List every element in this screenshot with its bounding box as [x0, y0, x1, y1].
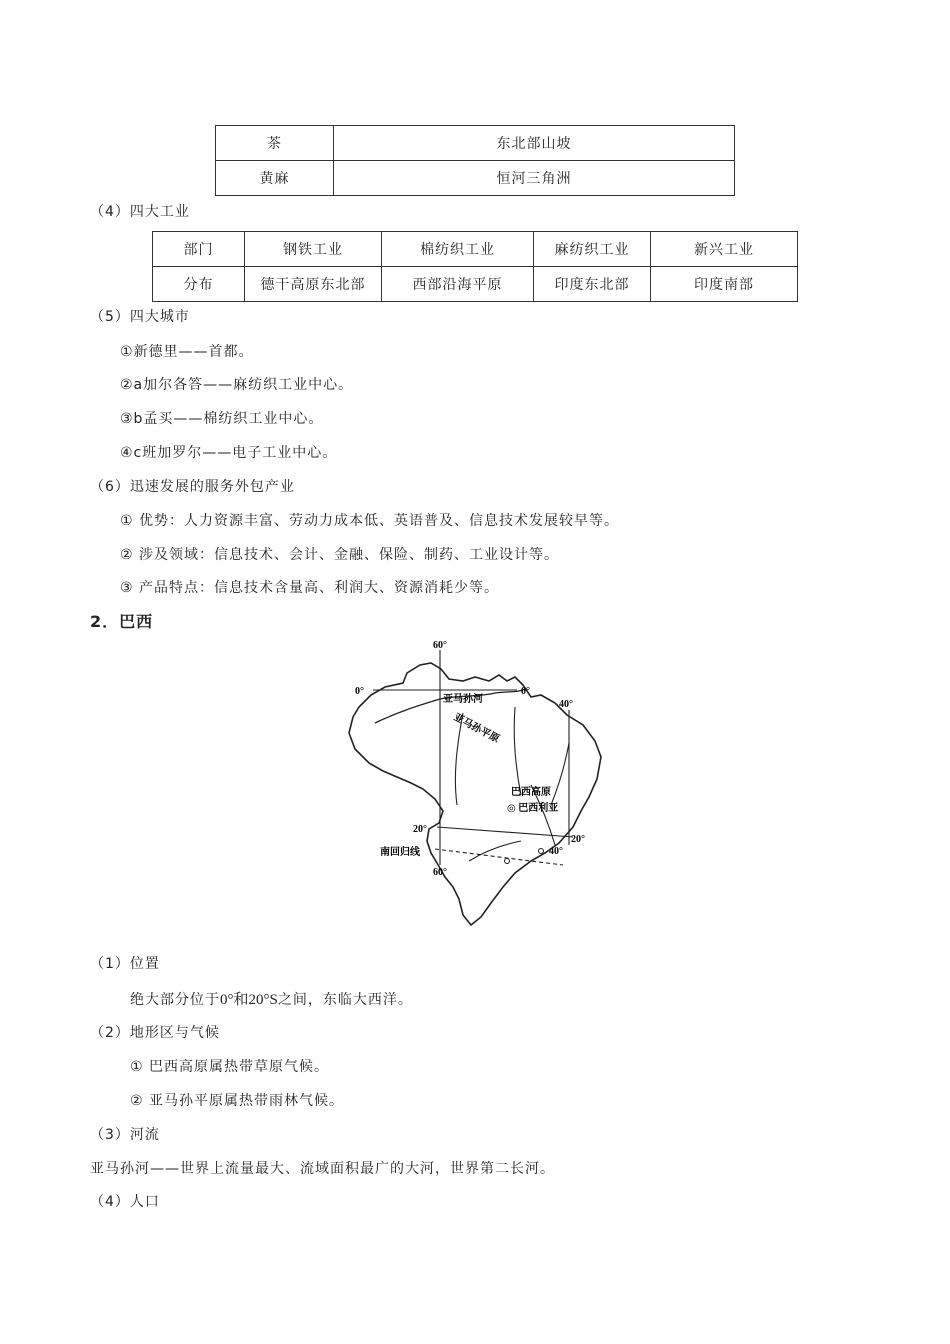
city-marker: ①: [120, 344, 134, 360]
population-heading: （4）人口: [90, 1194, 160, 1210]
location-text: [130, 988, 413, 1009]
plateau-label: 巴西高原: [511, 787, 551, 798]
city-item: [120, 374, 353, 394]
city-text: 班加罗尔——电子工业中心。: [142, 445, 338, 461]
lat20-right-label: 20°: [571, 834, 585, 845]
location-cell: 德干高原东北部: [245, 267, 382, 302]
lon60-bottom-label: 60°: [433, 867, 447, 878]
tropic-label: 南回归线: [380, 847, 420, 858]
location-cell: 西部沿海平原: [382, 267, 534, 302]
header-label-cell: 部门: [153, 232, 245, 267]
plain-label: 亚马孙平原: [451, 711, 501, 746]
sector-cell: 钢铁工业: [245, 232, 382, 267]
location-post: 之间，东临大西洋。: [277, 992, 413, 1008]
region-cell: 恒河三角洲: [334, 161, 735, 196]
city-marker: ②a: [120, 377, 144, 393]
lat20-left-label: 20°: [413, 824, 427, 835]
terrain-heading: （2）地形区与气候: [90, 1025, 220, 1041]
sector-cell: 麻纺织工业: [534, 232, 651, 267]
equator-right-label: 0°: [521, 686, 530, 697]
section-title: 2．巴西: [90, 612, 154, 631]
city-text: 孟买——棉纺织工业中心。: [143, 411, 324, 427]
region-cell: 东北部山坡: [334, 126, 735, 161]
row-label-cell: 分布: [153, 267, 245, 302]
lon40-bottom-label: 40°: [549, 846, 563, 857]
city-marker: ③b: [120, 411, 144, 427]
city-marker: ④c: [120, 445, 143, 461]
table-row: [216, 161, 735, 196]
sector-cell: 新兴工业: [651, 232, 798, 267]
brazil-map: [345, 635, 605, 930]
outsourcing-item: ① 优势：人力资源丰富、劳动力成本低、英语普及、信息技术发展较早等。: [120, 513, 619, 529]
capital-label: ◎ 巴西利亚: [507, 803, 559, 814]
location-heading: （1）位置: [90, 956, 160, 972]
sector-cell: 棉纺织工业: [382, 232, 534, 267]
river-text: 亚马孙河——世界上流量最大、流域面积最广的大河，世界第二长河。: [90, 1161, 555, 1177]
city-text: 新德里——首都。: [133, 344, 254, 360]
lon60-top-label: 60°: [433, 640, 447, 651]
outsourcing-heading: （6）迅速发展的服务外包产业: [90, 479, 295, 495]
table-row: [153, 267, 798, 302]
crop-cell: 茶: [216, 126, 334, 161]
outsourcing-item: ② 涉及领域：信息技术、会计、金融、保险、制药、工业设计等。: [120, 547, 559, 563]
equator-left-label: 0°: [355, 686, 364, 697]
city-item: [120, 408, 323, 428]
lon40-top-label: 40°: [559, 699, 573, 710]
river-label: 亚马孙河: [443, 694, 483, 705]
table-row: [153, 232, 798, 267]
city-item: [120, 341, 254, 361]
industry-heading: （4）四大工业: [90, 204, 190, 220]
location-value: 0°和20°S: [220, 992, 278, 1008]
location-cell: 印度东北部: [534, 267, 651, 302]
crop-table: [215, 125, 735, 196]
table-row: [216, 126, 735, 161]
city-text: 加尔各答——麻纺织工业中心。: [143, 377, 354, 393]
terrain-item: ① 巴西高原属热带草原气候。: [130, 1059, 330, 1075]
crop-cell: 黄麻: [216, 161, 334, 196]
river-heading: （3）河流: [90, 1127, 160, 1143]
cities-heading: （5）四大城市: [90, 309, 190, 325]
outsourcing-item: ③ 产品特点：信息技术含量高、利润大、资源消耗少等。: [120, 580, 499, 596]
industry-table: [152, 231, 798, 302]
city-item: [120, 442, 337, 462]
terrain-item: ② 亚马孙平原属热带雨林气候。: [130, 1093, 345, 1109]
location-cell: 印度南部: [651, 267, 798, 302]
location-pre: 绝大部分位于: [130, 992, 220, 1008]
